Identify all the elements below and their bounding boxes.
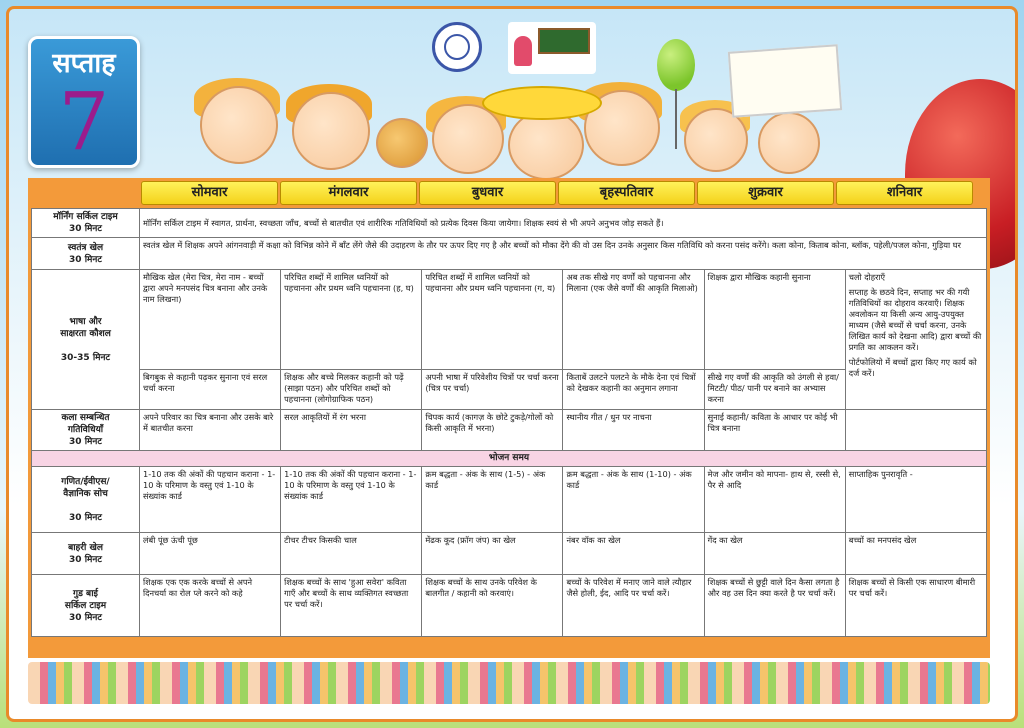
- table-cell: सरल आकृतियों में रंग भरना: [281, 410, 422, 451]
- row-label: मॉर्निंग सर्किल टाइम 30 मिनट: [32, 209, 140, 238]
- week-label: सप्ताह: [52, 48, 116, 79]
- table-cell: क्रम बद्धता - अंक के साथ (1-10) - अंक कार्ड: [563, 467, 704, 533]
- day-tuesday: मंगलवार: [280, 181, 417, 205]
- table-cell: शिक्षक बच्चों के साथ उनके परिवेश के बालगीत / कहानी को करवाएं।: [422, 575, 563, 637]
- week-number: 7: [58, 75, 110, 168]
- table-cell: बिगबुक से कहानी पढ़कर सुनाना एवं सरल चर्चा करना: [140, 370, 281, 410]
- table-cell: शिक्षक बच्चों से किसी एक साधारण बीमारी पर चर्चा करें।: [845, 575, 986, 637]
- table-cell: शिक्षक बच्चों के साथ 'हुआ सवेरा' कविता गाएँ और बच्चों के साथ व्यक्तिगत स्वच्छता पर चर्चा करें।: [281, 575, 422, 637]
- table-cell: बच्चों का मनपसंद खेल: [845, 533, 986, 575]
- day-friday: शुक्रवार: [697, 181, 834, 205]
- row-math: [32, 467, 987, 533]
- table-cell: स्थानीय गीत / धुन पर नाचना: [563, 410, 704, 451]
- table-cell: 1-10 तक की अंकों की पहचान कराना - 1-10 के परिमाण के वस्तु एवं 1-10 के संख्यांक कार्ड: [281, 467, 422, 533]
- table-cell: मेज और जमीन को मापना- हाथ से, रस्सी से, पैर से आदि: [704, 467, 845, 533]
- table-cell: शिक्षक और बच्चे मिलकर कहानी को पढ़ें (साझा पठन) और परिचित शब्दों को पहचानना (लोगोग्राफिक पठन): [281, 370, 422, 410]
- table-cell: शिक्षक एक एक करके बच्चों से अपने दिनचर्या का रोल प्ले करने को कहे: [140, 575, 281, 637]
- row-morning-circle: [32, 209, 987, 238]
- free-play-text: स्वतंत्र खेल में शिक्षक अपने आंगनवाड़ी में कक्षा को विभिन्न कोने में बाँट लेंगे जैसे की उदाहरण के तौर पर ऊपर दिए गए है और बच्चों को मौका देंगे की वो उस दिन उनके अनुसार किस गतिविधि को करना पसंद करेंगे। कला कोना, किताब कोना, ब्लॉक, पहेली/पजल कोना, गुड़िया घर: [140, 238, 987, 270]
- table-cell: लंबी पूंछ ऊंची पूंछ: [140, 533, 281, 575]
- table-cell: साप्ताहिक पुनरावृति -: [845, 467, 986, 533]
- week-badge: [28, 36, 140, 168]
- weekly-schedule: [28, 178, 990, 658]
- table-cell: क्रम बद्धता - अंक के साथ (1-5) - अंक कार्ड: [422, 467, 563, 533]
- meal-time-label: भोजन समय: [32, 451, 987, 467]
- morning-circle-text: मॉर्निंग सर्किल टाइम में स्वागत, प्रार्थना, स्वच्छता जाँच, बच्चों से बातचीत एवं शारीरिक गतिविधियों को प्रत्येक दिवस किया जायेगा। शिक्षक स्वयं से भी अपने अनुभव जोड़ सकते हैं।: [140, 209, 987, 238]
- row-goodbye-circle: [32, 575, 987, 637]
- day-saturday: शनिवार: [836, 181, 973, 205]
- table-cell: अपने परिवार का चित्र बनाना और उसके बारे में बातचीत करना: [140, 410, 281, 451]
- schedule-table: [31, 208, 987, 637]
- yellow-hat-decoration: [482, 86, 602, 120]
- day-header-row: [31, 181, 987, 205]
- row-language-2: [32, 370, 987, 410]
- table-cell: शिक्षक द्वारा मौखिक कहानी सुनाना: [704, 270, 845, 370]
- table-cell: नंबर वॉक का खेल: [563, 533, 704, 575]
- row-language-1: [32, 270, 987, 370]
- row-label: गुड बाई सर्किल टाइम 30 मिनट: [32, 575, 140, 637]
- row-outdoor-play: [32, 533, 987, 575]
- saturday-review-cell: चलो दोहराएँ सप्ताह के छठवे दिन, सप्ताह भर की गयी गतिविधियों का दोहराव करवाएँ। शिक्षक अवलोकन या किसी अन्य आयु-उपयुक्त माध्यम (जैसे बच्चों से चर्चा करना, उनके लिखित कार्य को देखना आदि) द्वारा बच्चों की प्रगति का आकलन करें। पोर्टफोलियो में बच्चों द्वारा किए गए कार्य को दर्ज करें।: [845, 270, 986, 410]
- table-cell: चिपक कार्य (कागज़ के छोटे टुकड़े/गोलों को किसी आकृति में भरना): [422, 410, 563, 451]
- child-drawing-decoration: [728, 44, 842, 118]
- chalkboard-icon: [538, 28, 590, 54]
- row-label: गणित/ईवीएस/ वैज्ञानिक सोच 30 मिनट: [32, 467, 140, 533]
- table-cell: सुनाई कहानी/ कविता के आधार पर कोई भी चित्र बनाना: [704, 410, 845, 451]
- row-meal-time: [32, 451, 987, 467]
- row-free-play: [32, 238, 987, 270]
- table-cell: टीचर टीचर किसकी चाल: [281, 533, 422, 575]
- table-cell: सीखे गए वर्णों की आकृति को उंगली से हवा/ मिटटी/ पीठ/ पानी पर बनाने का अभ्यास करना: [704, 370, 845, 410]
- day-thursday: बृहस्पतिवार: [558, 181, 695, 205]
- table-cell: शिक्षक बच्चों से छुट्टी वाले दिन कैसा लगता है और वह उस दिन क्या करते है पर चर्चा करें।: [704, 575, 845, 637]
- table-cell: मेंढक कूद (फ्रॉग जंप) का खेल: [422, 533, 563, 575]
- table-cell: परिचित शब्दों में शामिल ध्वनियों को पहचानना और प्रथम ध्वनि पहचानना (ग, य): [422, 270, 563, 370]
- table-cell: 1-10 तक की अंकों की पहचान कराना - 1-10 के परिमाण के वस्तु एवं 1-10 के संख्यांक कार्ड: [140, 467, 281, 533]
- table-cell: गेंद का खेल: [704, 533, 845, 575]
- table-cell: बच्चों के परिवेश में मनाए जाने वाले त्यौहार जैसे होली, ईद, आदि पर चर्चा करें।: [563, 575, 704, 637]
- row-label: भाषा और साक्षरता कौशल 30-35 मिनट: [32, 270, 140, 410]
- table-cell: अब तक सीखे गए वर्णों को पहचानना और मिलाना (एक जैसे वर्णों की आकृति मिलाओ): [563, 270, 704, 370]
- table-cell: अपनी भाषा में परिवेशीय चित्रों पर चर्चा करना (चित्र पर चर्चा): [422, 370, 563, 410]
- row-label: बाहरी खेल 30 मिनट: [32, 533, 140, 575]
- day-wednesday: बुधवार: [419, 181, 556, 205]
- footer-children-border: [28, 662, 990, 704]
- table-cell: परिचित शब्दों में शामिल ध्वनियों को पहचानना और प्रथम ध्वनि पहचानना (ह, घ): [281, 270, 422, 370]
- table-cell: [845, 410, 986, 451]
- row-label: कला सम्बन्धित गतिविधियाँ 30 मिनट: [32, 410, 140, 451]
- day-monday: सोमवार: [141, 181, 278, 205]
- table-cell: मौखिक खेल (मेरा चित्र, मेरा नाम - बच्चों द्वारा अपने मनपसंद चित्र बनाना और उनके नाम लिखना): [140, 270, 281, 370]
- row-art: [32, 410, 987, 451]
- table-cell: किताबें उलटने पलटने के मौके देना एवं चित्रों को देखकर कहानी का अनुमान लगाना: [563, 370, 704, 410]
- row-label: स्वतंत्र खेल 30 मिनट: [32, 238, 140, 270]
